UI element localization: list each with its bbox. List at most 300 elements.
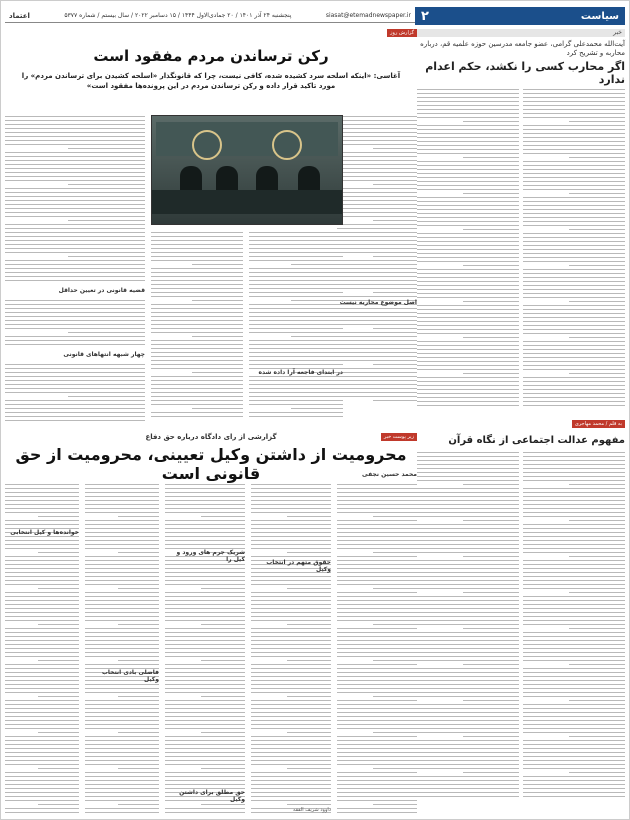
text-line: [523, 636, 625, 637]
text-line: [85, 684, 159, 685]
text-line: [463, 736, 519, 737]
text-line: [337, 192, 417, 193]
section-title: سیاست: [580, 10, 619, 22]
text-line: [249, 340, 343, 341]
text-line: [523, 612, 625, 613]
text-line: [337, 384, 417, 385]
text-line: [523, 620, 625, 621]
text-line: [337, 508, 417, 509]
text-line: [523, 345, 625, 346]
main-column-left-3: [5, 361, 145, 421]
text-line: [373, 364, 417, 365]
text-line: [463, 193, 519, 194]
text-line: [523, 233, 625, 234]
text-line: [165, 692, 245, 693]
text-line: [249, 292, 343, 293]
text-line: [337, 352, 417, 353]
text-line: [249, 376, 343, 377]
text-line: [569, 193, 625, 194]
subhead-left: قضیه قانونی در تعیین حداقل: [58, 287, 145, 294]
text-line: [337, 772, 417, 773]
text-line: [5, 128, 145, 129]
text-line: [523, 321, 625, 322]
text-line: [523, 249, 625, 250]
text-line: [192, 372, 243, 373]
text-line: [85, 544, 159, 545]
text-line: [417, 313, 519, 314]
text-line: [417, 141, 519, 142]
text-line: [417, 273, 519, 274]
text-line: [5, 800, 79, 801]
text-line: [523, 568, 625, 569]
text-line: [417, 480, 519, 481]
text-line: [287, 552, 331, 553]
text-line: [417, 676, 519, 677]
text-line: [337, 280, 417, 281]
text-line: [417, 500, 519, 501]
text-line: [291, 264, 343, 265]
text-line: [85, 580, 159, 581]
text-line: [417, 616, 519, 617]
text-line: [417, 492, 519, 493]
text-line: [5, 604, 79, 605]
text-line: [251, 580, 331, 581]
text-line: [5, 144, 145, 145]
text-line: [337, 296, 417, 297]
text-line: [417, 245, 519, 246]
text-line: [251, 756, 331, 757]
text-line: [249, 348, 343, 349]
text-line: [151, 352, 243, 353]
text-line: [523, 624, 625, 625]
text-line: [523, 540, 625, 541]
text-line: [569, 628, 625, 629]
text-line: [251, 596, 331, 597]
text-line: [151, 248, 243, 249]
text-line: [5, 668, 79, 669]
text-line: [192, 300, 243, 301]
text-line: [85, 484, 159, 485]
text-line: [5, 336, 145, 337]
text-line: [85, 524, 159, 525]
text-line: [337, 748, 417, 749]
text-line: [337, 332, 417, 333]
text-line: [337, 572, 417, 573]
text-line: [523, 676, 625, 677]
text-line: [5, 648, 79, 649]
text-line: [5, 268, 145, 269]
text-line: [417, 89, 519, 90]
text-line: [251, 500, 331, 501]
text-line: [417, 137, 519, 138]
text-line: [251, 744, 331, 745]
text-line: [249, 288, 343, 289]
text-line: [417, 377, 519, 378]
text-line: [337, 740, 417, 741]
text-line: [5, 504, 79, 505]
text-line: [569, 592, 625, 593]
text-line: [523, 353, 625, 354]
text-line: [523, 405, 625, 406]
text-line: [417, 153, 519, 154]
text-line: [523, 257, 625, 258]
text-line: [417, 305, 519, 306]
text-line: [5, 364, 145, 365]
text-line: [417, 405, 519, 406]
text-line: [417, 117, 519, 118]
text-line: [165, 724, 245, 725]
text-line: [417, 241, 519, 242]
text-line: [249, 404, 343, 405]
text-line: [5, 420, 145, 421]
text-line: [417, 576, 519, 577]
text-line: [463, 157, 519, 158]
text-line: [373, 804, 417, 805]
text-line: [523, 508, 625, 509]
mid-tag: زیر پوست خبر: [381, 433, 417, 441]
text-line: [251, 536, 331, 537]
text-line: [373, 768, 417, 769]
text-line: [337, 324, 417, 325]
text-line: [165, 492, 245, 493]
text-line: [417, 209, 519, 210]
text-line: [337, 316, 417, 317]
text-line: [523, 325, 625, 326]
text-line: [417, 333, 519, 334]
text-line: [523, 329, 625, 330]
text-line: [569, 229, 625, 230]
text-line: [523, 141, 625, 142]
text-line: [523, 680, 625, 681]
text-line: [523, 492, 625, 493]
text-line: [417, 460, 519, 461]
text-line: [337, 360, 417, 361]
text-line: [523, 153, 625, 154]
text-line: [523, 309, 625, 310]
text-line: [337, 320, 417, 321]
text-line: [291, 336, 343, 337]
text-line: [151, 376, 243, 377]
text-line: [85, 656, 159, 657]
text-line: [5, 216, 145, 217]
text-line: [5, 224, 145, 225]
site-address[interactable]: siasat@etemadnewspaper.ir: [325, 12, 411, 19]
text-line: [523, 277, 625, 278]
text-line: [373, 220, 417, 221]
text-line: [165, 744, 245, 745]
text-line: [165, 608, 245, 609]
text-line: [165, 496, 245, 497]
text-line: [165, 812, 245, 813]
text-line: [337, 492, 417, 493]
text-line: [463, 664, 519, 665]
text-line: [337, 716, 417, 717]
text-line: [165, 484, 245, 485]
text-line: [569, 556, 625, 557]
text-line: [523, 548, 625, 549]
subhead-right: اصل موضوع محاربه نیست: [339, 299, 417, 306]
text-line: [337, 340, 417, 341]
text-line: [85, 600, 159, 601]
text-line: [165, 620, 245, 621]
text-line: [165, 628, 245, 629]
conference-table: [152, 190, 342, 214]
text-line: [5, 788, 79, 789]
text-line: [417, 277, 519, 278]
text-line: [523, 572, 625, 573]
text-line: [165, 780, 245, 781]
text-line: [251, 640, 331, 641]
main-lead: آغاسی: «اینکه اسلحه سرد کشیده شده، کافی نیست، چرا که قانونگذار «اسلحه کشیدن برای ترساندن مردم» را مورد تاکید قرار داده و رکن ترساندن مردم در این پرونده‌ها مفقود است»: [21, 72, 401, 90]
text-line: [337, 204, 417, 205]
text-line: [5, 236, 145, 237]
text-line: [5, 596, 79, 597]
text-line: [165, 708, 245, 709]
main-area: [5, 29, 417, 815]
text-line: [85, 648, 159, 649]
text-line: [5, 240, 145, 241]
text-line: [417, 369, 519, 370]
text-line: [151, 308, 243, 309]
text-line: [337, 496, 417, 497]
text-line: [337, 380, 417, 381]
text-line: [417, 748, 519, 749]
text-line: [523, 776, 625, 777]
text-line: [5, 720, 79, 721]
text-line: [85, 776, 159, 777]
text-line: [251, 548, 331, 549]
text-line: [85, 700, 159, 701]
text-line: [417, 389, 519, 390]
text-line: [337, 244, 417, 245]
text-line: [151, 416, 243, 417]
page-number: ۲: [421, 8, 429, 24]
text-line: [165, 808, 245, 809]
text-line: [251, 716, 331, 717]
text-line: [5, 272, 145, 273]
text-line: [165, 540, 245, 541]
text-line: [337, 780, 417, 781]
text-line: [249, 388, 343, 389]
text-line: [5, 372, 145, 373]
text-line: [165, 664, 245, 665]
headline-right: اگر محارب کسی را نکشد، حکم اعدام ندارد: [425, 60, 625, 86]
text-line: [417, 680, 519, 681]
text-line: [165, 700, 245, 701]
text-line: [201, 732, 245, 733]
text-line: [337, 568, 417, 569]
text-line: [249, 240, 343, 241]
text-line: [337, 188, 417, 189]
text-line: [417, 269, 519, 270]
text-line: [523, 365, 625, 366]
text-line: [337, 136, 417, 137]
text-line: [337, 704, 417, 705]
author-foot: داوود شریف الفقه: [292, 807, 331, 813]
text-line: [337, 528, 417, 529]
text-line: [417, 536, 519, 537]
text-line: [251, 520, 331, 521]
text-line: [5, 572, 79, 573]
text-line: [337, 124, 417, 125]
text-line: [5, 368, 145, 369]
text-line: [38, 516, 79, 517]
text-line: [523, 788, 625, 789]
text-line: [85, 772, 159, 773]
text-line: [85, 488, 159, 489]
text-line: [5, 704, 79, 705]
text-line: [165, 592, 245, 593]
text-line: [417, 213, 519, 214]
text-line: [5, 320, 145, 321]
text-line: [337, 700, 417, 701]
text-line: [5, 132, 145, 133]
text-line: [417, 357, 519, 358]
text-line: [417, 177, 519, 178]
text-line: [85, 728, 159, 729]
text-line: [249, 400, 343, 401]
text-line: [463, 301, 519, 302]
text-line: [165, 512, 245, 513]
text-line: [165, 712, 245, 713]
text-line: [85, 508, 159, 509]
text-line: [249, 384, 343, 385]
text-line: [337, 120, 417, 121]
text-line: [337, 308, 417, 309]
text-line: [151, 384, 243, 385]
emblem-graphic: [192, 130, 222, 160]
text-line: [151, 232, 243, 233]
text-line: [417, 393, 519, 394]
text-line: [523, 692, 625, 693]
text-line: [151, 320, 243, 321]
text-line: [417, 532, 519, 533]
text-line: [373, 552, 417, 553]
text-line: [523, 608, 625, 609]
text-line: [523, 660, 625, 661]
text-line: [523, 281, 625, 282]
text-line: [337, 392, 417, 393]
text-line: [251, 484, 331, 485]
text-line: [165, 752, 245, 753]
text-line: [5, 536, 79, 537]
text-line: [463, 700, 519, 701]
text-line: [373, 660, 417, 661]
text-line: [165, 672, 245, 673]
text-line: [417, 385, 519, 386]
text-line: [151, 236, 243, 237]
text-line: [85, 780, 159, 781]
text-line: [337, 616, 417, 617]
text-line: [569, 736, 625, 737]
text-line: [523, 129, 625, 130]
text-line: [337, 156, 417, 157]
text-line: [5, 640, 79, 641]
text-line: [249, 352, 343, 353]
text-line: [337, 632, 417, 633]
text-line: [523, 644, 625, 645]
text-line: [523, 712, 625, 713]
text-line: [5, 196, 145, 197]
text-line: [417, 249, 519, 250]
text-line: [337, 168, 417, 169]
text-line: [417, 181, 519, 182]
text-line: [523, 524, 625, 525]
text-line: [5, 644, 79, 645]
text-line: [5, 688, 79, 689]
text-line: [463, 337, 519, 338]
text-line: [523, 397, 625, 398]
text-line: [417, 161, 519, 162]
text-line: [251, 496, 331, 497]
text-line: [85, 788, 159, 789]
kicker-main-2: گزارشی از رای دادگاه درباره حق دفاع: [145, 433, 277, 441]
text-line: [337, 264, 417, 265]
text-line: [417, 225, 519, 226]
text-line: [165, 736, 245, 737]
text-line: [5, 176, 145, 177]
text-line: [165, 632, 245, 633]
text-line: [523, 381, 625, 382]
text-line: [417, 588, 519, 589]
text-line: [523, 305, 625, 306]
text-line: [165, 580, 245, 581]
text-line: [523, 145, 625, 146]
text-line: [523, 632, 625, 633]
text-line: [151, 348, 243, 349]
text-line: [85, 800, 159, 801]
text-line: [151, 392, 243, 393]
text-line: [417, 652, 519, 653]
text-line: [38, 660, 79, 661]
text-line: [251, 704, 331, 705]
text-line: [417, 752, 519, 753]
text-line: [373, 624, 417, 625]
text-line: [523, 488, 625, 489]
text-line: [337, 152, 417, 153]
text-line: [251, 672, 331, 673]
text-line: [337, 252, 417, 253]
text-line: [201, 516, 245, 517]
text-line: [523, 740, 625, 741]
headline-right-2: مفهوم عدالت اجتماعی از نگاه قرآن: [448, 435, 625, 446]
text-line: [337, 504, 417, 505]
text-line: [463, 373, 519, 374]
text-line: [523, 672, 625, 673]
text-line: [85, 692, 159, 693]
text-line: [5, 328, 145, 329]
text-line: [417, 329, 519, 330]
text-line: [417, 768, 519, 769]
text-line: [5, 736, 79, 737]
text-line: [523, 500, 625, 501]
text-line: [463, 265, 519, 266]
text-line: [523, 205, 625, 206]
text-line: [417, 261, 519, 262]
text-line: [417, 464, 519, 465]
text-line: [337, 592, 417, 593]
text-line: [165, 500, 245, 501]
text-line: [523, 125, 625, 126]
text-line: [165, 576, 245, 577]
text-line: [523, 584, 625, 585]
subhead-lower-4: فاضلی بادی انتخاب وکیل: [101, 669, 159, 683]
text-line: [523, 652, 625, 653]
text-line: [251, 628, 331, 629]
text-line: [373, 184, 417, 185]
text-line: [5, 808, 79, 809]
text-line: [337, 532, 417, 533]
